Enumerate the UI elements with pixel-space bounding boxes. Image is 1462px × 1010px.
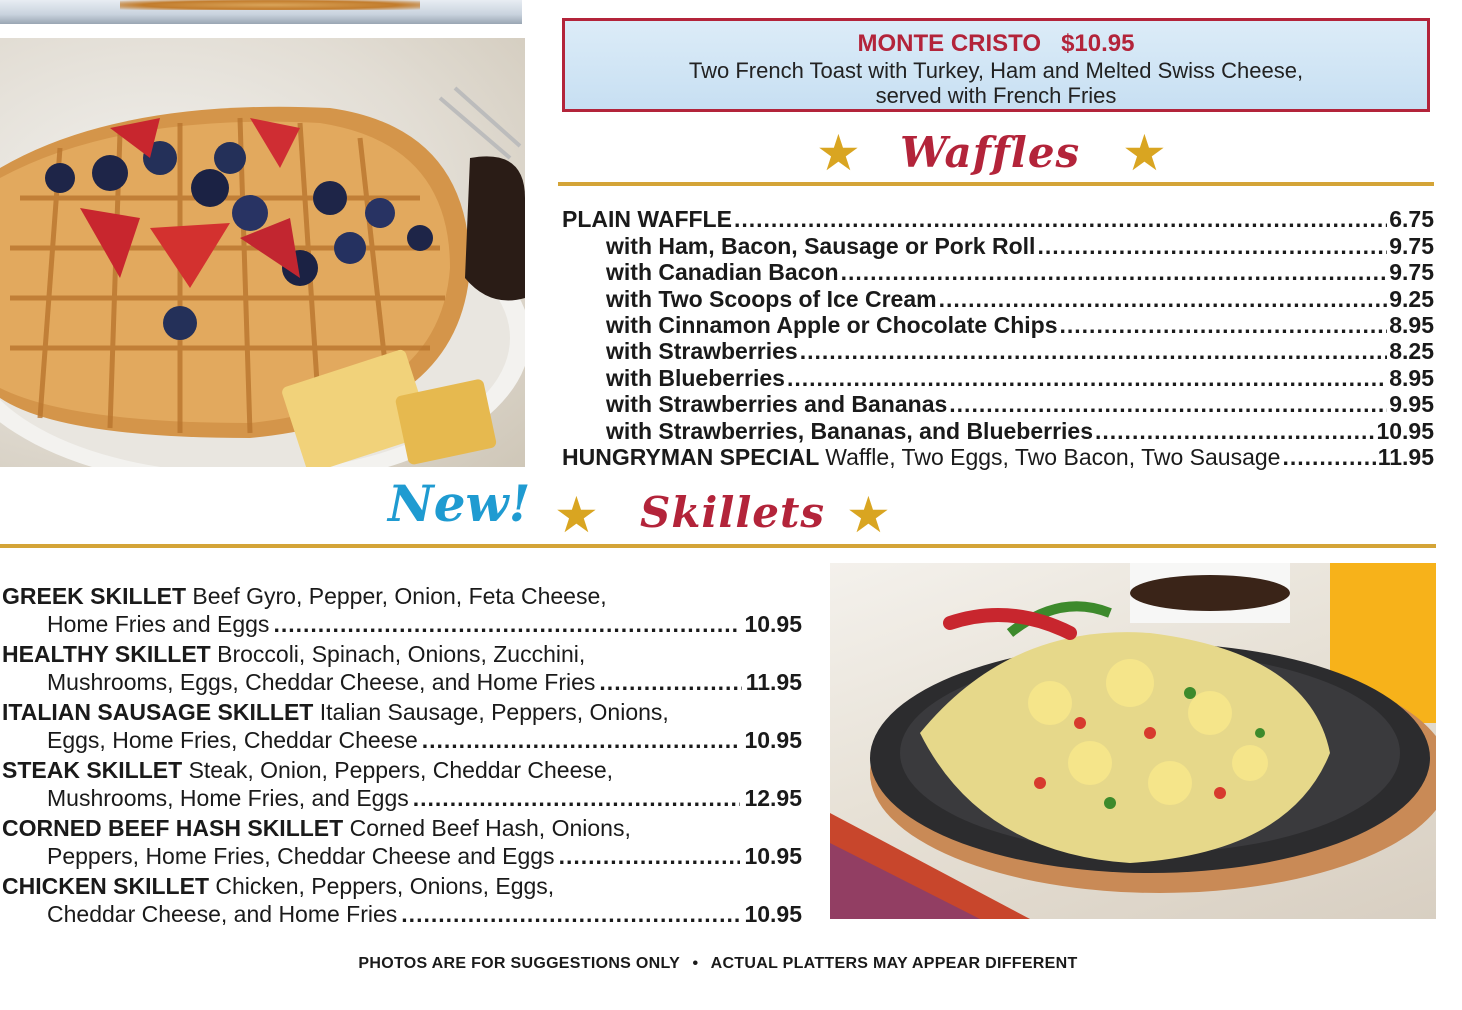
waffles-title: Waffles bbox=[900, 128, 1081, 177]
skillet-item-name: CHICKEN SKILLET bbox=[2, 873, 209, 899]
skillet-photo bbox=[830, 563, 1436, 919]
leader-dots bbox=[734, 206, 1387, 232]
leader-dots bbox=[1060, 312, 1388, 338]
skillet-item bbox=[2, 756, 802, 812]
waffle-item bbox=[606, 286, 1434, 312]
star-icon: ★ bbox=[1122, 125, 1167, 181]
skillet-item-desc-cont: Mushrooms, Eggs, Cheddar Cheese, and Home Fries bbox=[47, 669, 596, 695]
skillet-item-name: CORNED BEEF HASH SKILLET bbox=[2, 815, 344, 841]
skillet-item-desc-cont: Home Fries and Eggs bbox=[47, 611, 270, 637]
leader-dots bbox=[401, 900, 740, 928]
waffle-item-name: with Strawberries, Bananas, and Blueberries bbox=[606, 418, 1093, 444]
waffle-item bbox=[606, 365, 1434, 391]
monte-cristo-name: MONTE CRISTO bbox=[857, 30, 1042, 57]
waffle-item-name: with Two Scoops of Ice Cream bbox=[606, 286, 937, 312]
leader-dots bbox=[273, 610, 740, 638]
waffle-item bbox=[606, 391, 1434, 417]
waffle-item-name: with Ham, Bacon, Sausage or Pork Roll bbox=[606, 233, 1036, 259]
skillet-item-desc: Chicken, Peppers, Onions, Eggs, bbox=[215, 873, 555, 899]
waffle-item-price: 11.95 bbox=[1377, 444, 1434, 470]
leader-dots bbox=[800, 338, 1388, 364]
skillet-item bbox=[2, 698, 802, 754]
skillet-item-price: 10.95 bbox=[744, 843, 802, 869]
waffle-item-name: with Strawberries and Bananas bbox=[606, 391, 948, 417]
skillets-title: Skillets bbox=[640, 488, 826, 537]
skillet-item-desc-cont: Eggs, Home Fries, Cheddar Cheese bbox=[47, 727, 418, 753]
monte-cristo-desc-2: served with French Fries bbox=[875, 83, 1117, 108]
star-icon: ★ bbox=[816, 125, 861, 181]
monte-cristo-heading bbox=[565, 30, 1427, 58]
leader-dots bbox=[1095, 418, 1374, 444]
waffle-item-price: 8.95 bbox=[1389, 312, 1434, 338]
leader-dots bbox=[1282, 444, 1375, 470]
waffle-photo bbox=[0, 38, 525, 467]
waffle-illustration bbox=[0, 38, 525, 467]
skillet-item-price: 10.95 bbox=[744, 901, 802, 927]
monte-cristo-price: $10.95 bbox=[1061, 30, 1135, 57]
leader-dots bbox=[949, 391, 1387, 417]
skillet-item-desc-cont: Peppers, Home Fries, Cheddar Cheese and Eggs bbox=[47, 843, 555, 869]
monte-cristo-desc-1: Two French Toast with Turkey, Ham and Melted Swiss Cheese, bbox=[688, 58, 1304, 83]
skillet-item-price: 12.95 bbox=[744, 785, 802, 811]
waffle-item-price: 9.25 bbox=[1389, 286, 1434, 312]
photo-top-partial bbox=[0, 0, 522, 24]
waffle-item bbox=[606, 338, 1434, 364]
waffle-item-name: PLAIN WAFFLE bbox=[562, 206, 732, 232]
star-icon: ★ bbox=[554, 487, 599, 543]
skillet-item bbox=[2, 582, 802, 638]
waffle-item-name: with Cinnamon Apple or Chocolate Chips bbox=[606, 312, 1058, 338]
waffle-item-price: 9.75 bbox=[1389, 233, 1434, 259]
skillet-illustration bbox=[830, 563, 1436, 919]
waffle-item-price: 8.25 bbox=[1389, 338, 1434, 364]
disclaimer-footer bbox=[0, 955, 1436, 973]
skillet-item-name: STEAK SKILLET bbox=[2, 757, 183, 783]
waffle-item bbox=[562, 444, 1434, 470]
leader-dots bbox=[599, 668, 741, 696]
skillet-item-price: 11.95 bbox=[745, 669, 802, 695]
waffle-item-name: with Blueberries bbox=[606, 365, 785, 391]
waffle-item bbox=[606, 233, 1434, 259]
waffle-item-desc: Waffle, Two Eggs, Two Bacon, Two Sausage bbox=[825, 444, 1281, 470]
skillet-item-name: HEALTHY SKILLET bbox=[2, 641, 211, 667]
skillet-item-desc: Broccoli, Spinach, Onions, Zucchini, bbox=[217, 641, 586, 667]
disclaimer-separator: • bbox=[692, 955, 699, 972]
waffle-item-price: 6.75 bbox=[1389, 206, 1434, 232]
waffle-item bbox=[606, 259, 1434, 285]
star-icon: ★ bbox=[846, 487, 891, 543]
leader-dots bbox=[413, 784, 741, 812]
monte-cristo-box bbox=[562, 18, 1430, 112]
skillet-item-desc-cont: Mushrooms, Home Fries, and Eggs bbox=[47, 785, 409, 811]
skillet-item-desc-cont: Cheddar Cheese, and Home Fries bbox=[47, 901, 398, 927]
waffle-item bbox=[606, 418, 1434, 444]
disclaimer-right: ACTUAL PLATTERS MAY APPEAR DIFFERENT bbox=[710, 955, 1078, 972]
waffles-divider bbox=[558, 182, 1434, 186]
waffle-item-price: 9.75 bbox=[1389, 259, 1434, 285]
waffle-item-price: 9.95 bbox=[1389, 391, 1434, 417]
skillet-item bbox=[2, 640, 802, 696]
waffle-item-price: 8.95 bbox=[1389, 365, 1434, 391]
waffle-item-name: HUNGRYMAN SPECIAL bbox=[562, 444, 820, 470]
skillet-item-desc: Italian Sausage, Peppers, Onions, bbox=[319, 699, 669, 725]
disclaimer-left: PHOTOS ARE FOR SUGGESTIONS ONLY bbox=[358, 955, 680, 972]
skillet-item-desc: Corned Beef Hash, Onions, bbox=[349, 815, 631, 841]
leader-dots bbox=[1037, 233, 1387, 259]
waffle-item-name: with Canadian Bacon bbox=[606, 259, 839, 285]
new-label: New! bbox=[388, 474, 531, 533]
skillet-item bbox=[2, 872, 802, 928]
leader-dots bbox=[422, 726, 741, 754]
waffle-item bbox=[562, 206, 1434, 232]
skillet-item-name: ITALIAN SAUSAGE SKILLET bbox=[2, 699, 314, 725]
skillet-item-name: GREEK SKILLET bbox=[2, 583, 187, 609]
leader-dots bbox=[841, 259, 1388, 285]
skillet-item bbox=[2, 814, 802, 870]
skillet-item-desc: Steak, Onion, Peppers, Cheddar Cheese, bbox=[188, 757, 614, 783]
skillets-divider bbox=[0, 544, 1436, 548]
waffle-item bbox=[606, 312, 1434, 338]
skillet-item-price: 10.95 bbox=[744, 611, 802, 637]
skillet-item-desc: Beef Gyro, Pepper, Onion, Feta Cheese, bbox=[192, 583, 607, 609]
waffle-item-name: with Strawberries bbox=[606, 338, 798, 364]
leader-dots bbox=[559, 842, 741, 870]
leader-dots bbox=[939, 286, 1388, 312]
waffle-item-price: 10.95 bbox=[1376, 418, 1434, 444]
skillet-item-price: 10.95 bbox=[744, 727, 802, 753]
leader-dots bbox=[787, 365, 1387, 391]
